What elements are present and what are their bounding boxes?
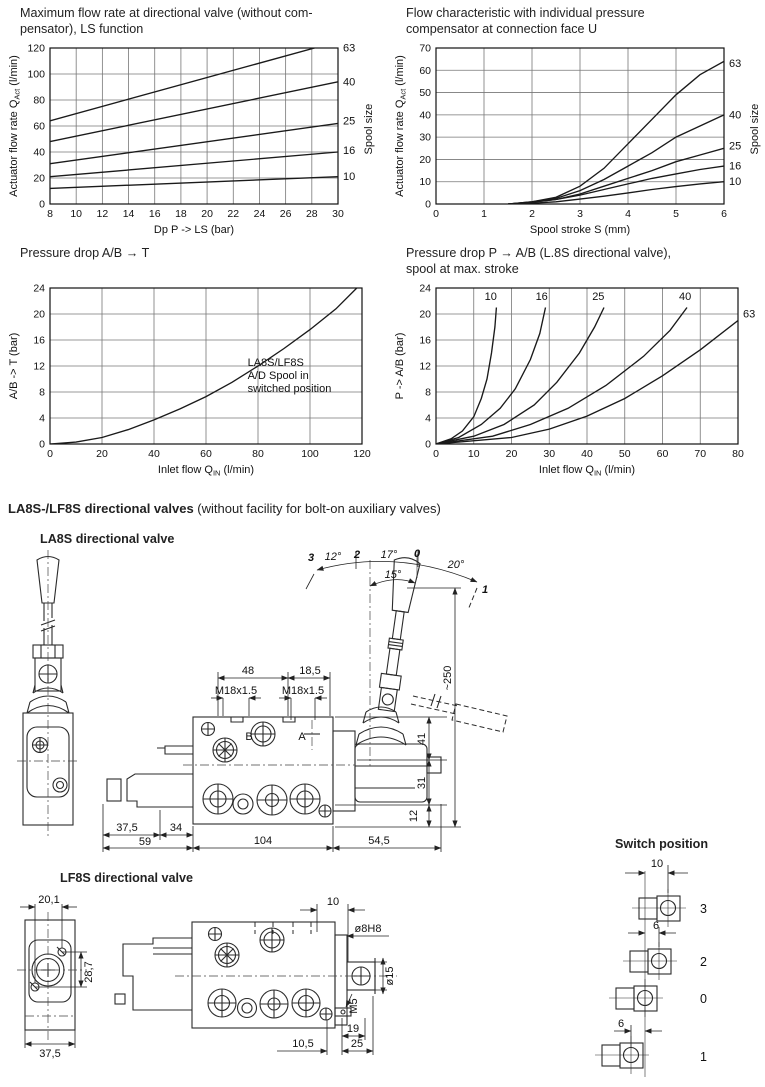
dim-label: 31	[416, 776, 428, 790]
svg-text:Spool size: Spool size	[363, 103, 375, 155]
section-heading	[8, 501, 441, 516]
lf8s-side-view	[115, 922, 375, 1028]
svg-text:10: 10	[419, 176, 431, 189]
svg-text:80: 80	[732, 448, 744, 460]
dim-label: 37,5	[39, 1048, 61, 1060]
la8s-dimensions	[103, 588, 461, 852]
svg-text:24: 24	[419, 282, 431, 295]
port-label-b: B	[245, 731, 253, 743]
dim-label: 25	[350, 1038, 364, 1050]
switch-position-diagram	[540, 835, 765, 1087]
svg-text:2: 2	[529, 208, 535, 220]
svg-text:switched position: switched position	[247, 383, 332, 395]
svg-text:6: 6	[721, 208, 727, 220]
svg-text:40: 40	[729, 109, 742, 122]
angle-label-17deg: 17°	[380, 549, 398, 561]
chart-plot-area	[6, 280, 378, 478]
svg-text:60: 60	[419, 64, 431, 77]
dim-label: M18x1.5	[214, 685, 258, 697]
svg-text:40: 40	[33, 146, 45, 159]
chart-pressure-drop-p-ab	[392, 246, 764, 478]
chart-plot-area	[392, 40, 764, 238]
angle-label-12deg: 12°	[324, 551, 342, 563]
svg-text:0: 0	[433, 448, 439, 460]
svg-text:Spool stroke S (mm): Spool stroke S (mm)	[529, 224, 631, 236]
chart-plot-area	[6, 40, 378, 238]
svg-text:10: 10	[70, 208, 83, 220]
lf8s-front-view	[25, 920, 75, 1030]
svg-text:20: 20	[33, 172, 45, 185]
svg-text:Dp P -> LS (bar): Dp P -> LS (bar)	[153, 224, 235, 236]
section-heading-rest: (without facility for bolt-on auxiliary valves)	[193, 501, 441, 516]
svg-text:63: 63	[343, 42, 356, 55]
svg-text:4: 4	[425, 412, 431, 425]
switch-pos-label-1: 1	[700, 1050, 707, 1064]
dim-label: 10	[650, 858, 664, 870]
dim-label: 41	[416, 732, 428, 746]
svg-text:0: 0	[47, 448, 53, 460]
svg-text:Inlet flow QIN (l/min): Inlet flow $Q_{IN}$ (l/min)	[157, 464, 255, 478]
lf8s-drawing	[15, 888, 535, 1087]
svg-text:0: 0	[433, 208, 439, 220]
svg-text:40: 40	[343, 76, 356, 89]
svg-text:4: 4	[625, 208, 631, 220]
dim-label: 28,7	[83, 961, 95, 983]
svg-text:A/D Spool in: A/D Spool in	[247, 370, 309, 382]
svg-text:16: 16	[729, 160, 742, 173]
dim-label: ø8H8	[354, 923, 382, 935]
svg-text:25: 25	[592, 291, 605, 304]
svg-text:P -> A/B (bar): P -> A/B (bar)	[394, 332, 406, 400]
chart-title-line: Pressure drop A/B → T	[20, 246, 150, 260]
dim-label: M5	[348, 998, 360, 1014]
switch-pos-label-3: 3	[700, 902, 707, 916]
svg-text:60: 60	[656, 448, 669, 460]
svg-text:100: 100	[27, 68, 45, 81]
svg-text:100: 100	[301, 448, 319, 460]
svg-text:30: 30	[543, 448, 556, 460]
svg-text:18: 18	[175, 208, 187, 220]
dim-label: 12	[408, 809, 420, 823]
switch-pos-label-2: 2	[700, 955, 707, 969]
svg-text:Actuator flow rate QAct (l/min: Actuator flow rate $Q_{Act}$ (l/min)	[8, 55, 22, 197]
svg-text:10: 10	[343, 171, 356, 184]
svg-text:12: 12	[33, 360, 45, 373]
chart-canvas	[6, 280, 378, 478]
svg-text:70: 70	[694, 448, 707, 460]
svg-text:20: 20	[201, 208, 213, 220]
port-label-a: A	[298, 731, 306, 743]
dim-label: 6	[617, 1018, 625, 1030]
chart-title	[6, 6, 378, 40]
angle-label-3: 3	[307, 552, 315, 564]
svg-text:LA8S/LF8S: LA8S/LF8S	[247, 357, 304, 369]
svg-text:28: 28	[305, 208, 318, 220]
svg-text:Inlet flow QIN (l/min): Inlet flow $Q_{IN}$ (l/min)	[538, 464, 636, 478]
svg-text:20: 20	[96, 448, 108, 460]
chart-canvas	[392, 280, 764, 478]
svg-text:25: 25	[729, 140, 742, 153]
svg-text:10: 10	[484, 291, 497, 304]
svg-text:5: 5	[673, 208, 679, 220]
dim-label: 34	[169, 822, 183, 834]
dim-label: 48	[241, 665, 255, 677]
angle-label-15deg: 15°	[384, 569, 402, 581]
svg-text:12: 12	[419, 360, 431, 373]
svg-text:20: 20	[505, 448, 518, 460]
svg-text:70: 70	[419, 42, 431, 55]
chart-title-line: pensator), LS function	[20, 21, 144, 36]
chart-title	[6, 246, 378, 280]
svg-text:63: 63	[743, 308, 756, 321]
svg-text:16: 16	[343, 145, 356, 158]
svg-text:24: 24	[253, 208, 266, 220]
dim-label: ø15	[384, 966, 396, 986]
svg-text:24: 24	[33, 282, 45, 295]
dim-label: 10,5	[292, 1038, 314, 1050]
svg-text:60: 60	[33, 120, 45, 133]
chart-title-line: Pressure drop P → A/B (L.8S directional valve),	[406, 246, 672, 260]
svg-text:26: 26	[279, 208, 292, 220]
svg-text:25: 25	[343, 115, 356, 128]
svg-text:16: 16	[419, 334, 431, 347]
svg-text:Actuator flow rate QAct (l/min: Actuator flow rate $Q_{Act}$ (l/min)	[394, 55, 408, 197]
chart-canvas	[6, 40, 378, 238]
svg-text:20: 20	[419, 153, 431, 166]
chart-title-line: spool at max. stroke	[406, 261, 519, 276]
dim-label: 37,5	[116, 822, 138, 834]
svg-text:8: 8	[425, 386, 431, 399]
chart-title-line: Flow characteristic with individual pressure	[406, 6, 645, 20]
switch-dimensions	[614, 858, 688, 1047]
svg-text:0: 0	[39, 438, 45, 451]
svg-text:120: 120	[27, 42, 45, 55]
dim-label: 18,5	[299, 665, 321, 677]
svg-text:0: 0	[39, 198, 45, 211]
la8s-heading: LA8S directional valve	[40, 532, 175, 546]
svg-text:30: 30	[419, 131, 431, 144]
svg-text:40: 40	[679, 291, 692, 304]
svg-text:16: 16	[148, 208, 161, 220]
svg-text:1: 1	[481, 208, 487, 220]
svg-text:16: 16	[535, 291, 548, 304]
svg-text:20: 20	[419, 308, 431, 321]
dim-label: 54,5	[368, 835, 390, 847]
svg-text:40: 40	[581, 448, 593, 460]
dim-label: 19	[346, 1023, 360, 1035]
svg-text:50: 50	[419, 87, 431, 100]
svg-text:63: 63	[729, 58, 742, 71]
lf8s-heading: LF8S directional valve	[60, 871, 193, 885]
svg-text:40: 40	[419, 109, 431, 122]
svg-text:Spool size: Spool size	[749, 103, 761, 155]
dim-label: ~250	[442, 665, 454, 691]
chart-plot-area	[392, 280, 764, 478]
dim-label: 6	[652, 920, 660, 932]
switch-pos-label-0: 0	[700, 992, 707, 1006]
svg-text:0: 0	[425, 198, 431, 211]
section-heading-bold: LA8S-/LF8S directional valves	[8, 501, 194, 516]
svg-text:20: 20	[33, 308, 45, 321]
svg-text:4: 4	[39, 412, 45, 425]
angle-label-0: 0	[413, 548, 421, 560]
dim-label: 20,1	[38, 894, 60, 906]
switch-position-heading: Switch position	[615, 837, 709, 851]
svg-text:0: 0	[425, 438, 431, 451]
svg-text:16: 16	[33, 334, 45, 347]
svg-text:40: 40	[148, 448, 160, 460]
dim-label: M18x1.5	[281, 685, 325, 697]
angle-label-2: 2	[353, 549, 361, 561]
la8s-drawing	[15, 548, 535, 862]
svg-text:120: 120	[353, 448, 371, 460]
svg-text:8: 8	[47, 208, 53, 220]
chart-title	[392, 246, 764, 280]
svg-text:50: 50	[618, 448, 631, 460]
dim-label: 59	[138, 836, 152, 848]
svg-text:60: 60	[200, 448, 212, 460]
svg-text:14: 14	[122, 208, 135, 220]
svg-text:3: 3	[577, 208, 583, 220]
chart-canvas	[392, 40, 764, 238]
angle-label-20deg: 20°	[447, 559, 465, 571]
svg-text:80: 80	[33, 94, 45, 107]
chart-flow-characteristic	[392, 6, 764, 238]
chart-title-line: compensator at connection face U	[406, 21, 598, 36]
svg-text:8: 8	[39, 386, 45, 399]
svg-text:22: 22	[227, 208, 240, 220]
dim-label: 10	[326, 896, 340, 908]
la8s-lever-alt-position	[411, 588, 507, 732]
svg-text:10: 10	[467, 448, 480, 460]
svg-text:12: 12	[96, 208, 109, 220]
angle-label-1: 1	[481, 584, 489, 596]
chart-max-flow-rate	[6, 6, 378, 238]
svg-text:10: 10	[729, 176, 742, 189]
svg-text:80: 80	[252, 448, 264, 460]
svg-text:30: 30	[332, 208, 344, 220]
dim-label: 104	[253, 835, 273, 847]
chart-title-line: Maximum flow rate at directional valve (without com-	[20, 6, 313, 20]
svg-text:A/B -> T (bar): A/B -> T (bar)	[8, 332, 20, 400]
chart-pressure-drop-ab-t	[6, 246, 378, 478]
lf8s-side-dimensions	[277, 896, 396, 1055]
chart-title	[392, 6, 764, 40]
